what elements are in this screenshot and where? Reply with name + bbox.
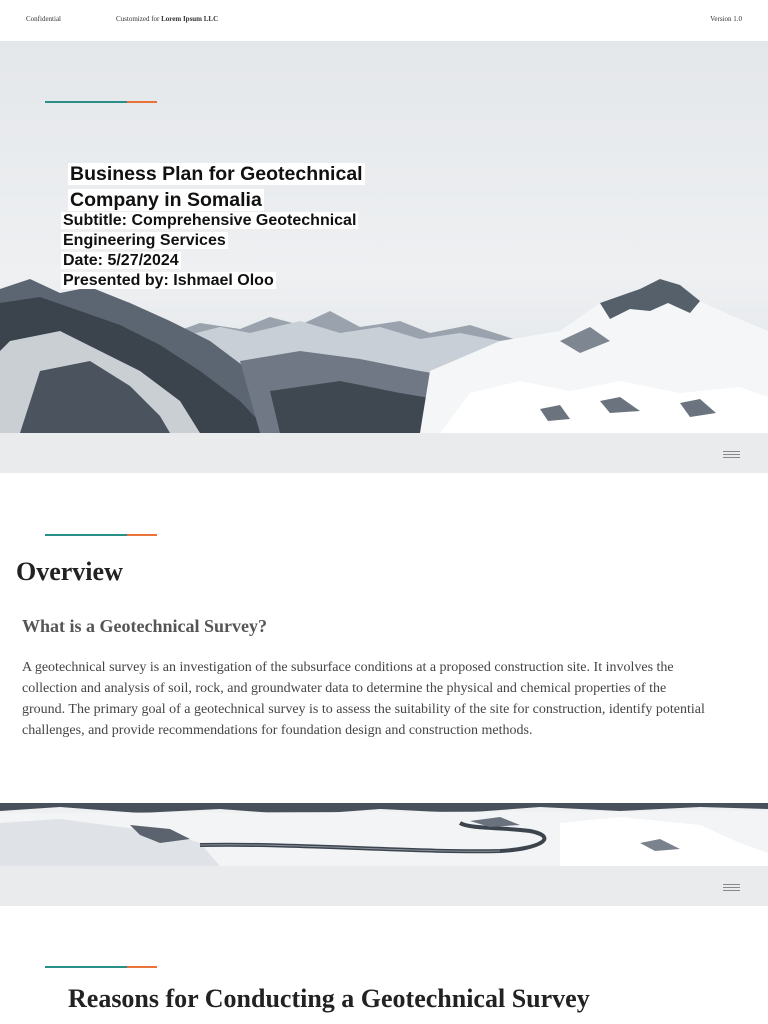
cover-subtitle-line1: Subtitle: Comprehensive Geotechnical bbox=[63, 212, 357, 229]
overview-heading: Overview bbox=[16, 557, 123, 586]
section-divider-band bbox=[0, 433, 768, 473]
cover-subtitle-line2: Engineering Services bbox=[63, 232, 226, 249]
accent-line bbox=[45, 101, 157, 103]
company-name: Lorem Ipsum LLC bbox=[161, 15, 219, 23]
reasons-heading: Reasons for Conducting a Geotechnical Survey bbox=[68, 984, 590, 1013]
confidential-label: Confidential bbox=[26, 15, 61, 23]
cover-hero bbox=[0, 41, 768, 433]
accent-line bbox=[45, 966, 157, 968]
overview-question: What is a Geotechnical Survey? bbox=[22, 616, 267, 636]
snow-road-picture bbox=[0, 803, 768, 866]
document-header bbox=[0, 0, 768, 41]
accent-line bbox=[45, 534, 157, 536]
hamburger-menu-icon[interactable] bbox=[723, 451, 740, 458]
cover-details bbox=[61, 211, 358, 291]
overview-paragraph: A geotechnical survey is an investigation of the subsurface conditions at a proposed construction site. It involves the collection and analysis of soil, rock, and groundwater data to determine the physical and chemical properties of the ground. The primary goal of a geotechnical survey is to assess the suitability of the site for construction, identify potential challenges, and provide recommendations for foundation design and construction methods. bbox=[22, 660, 705, 738]
version-label: Version 1.0 bbox=[710, 15, 742, 23]
hamburger-menu-icon[interactable] bbox=[723, 884, 740, 891]
cover-date: Date: 5/27/2024 bbox=[63, 252, 179, 269]
cover-presenter: Presented by: Ishmael Oloo bbox=[63, 272, 274, 289]
cover-title: Business Plan for Geotechnical Company in Somalia bbox=[70, 163, 363, 211]
customized-for-label: Customized for Lorem Ipsum LLC bbox=[116, 15, 219, 23]
snowy-road-image bbox=[0, 803, 768, 866]
section-divider-band bbox=[0, 866, 768, 906]
